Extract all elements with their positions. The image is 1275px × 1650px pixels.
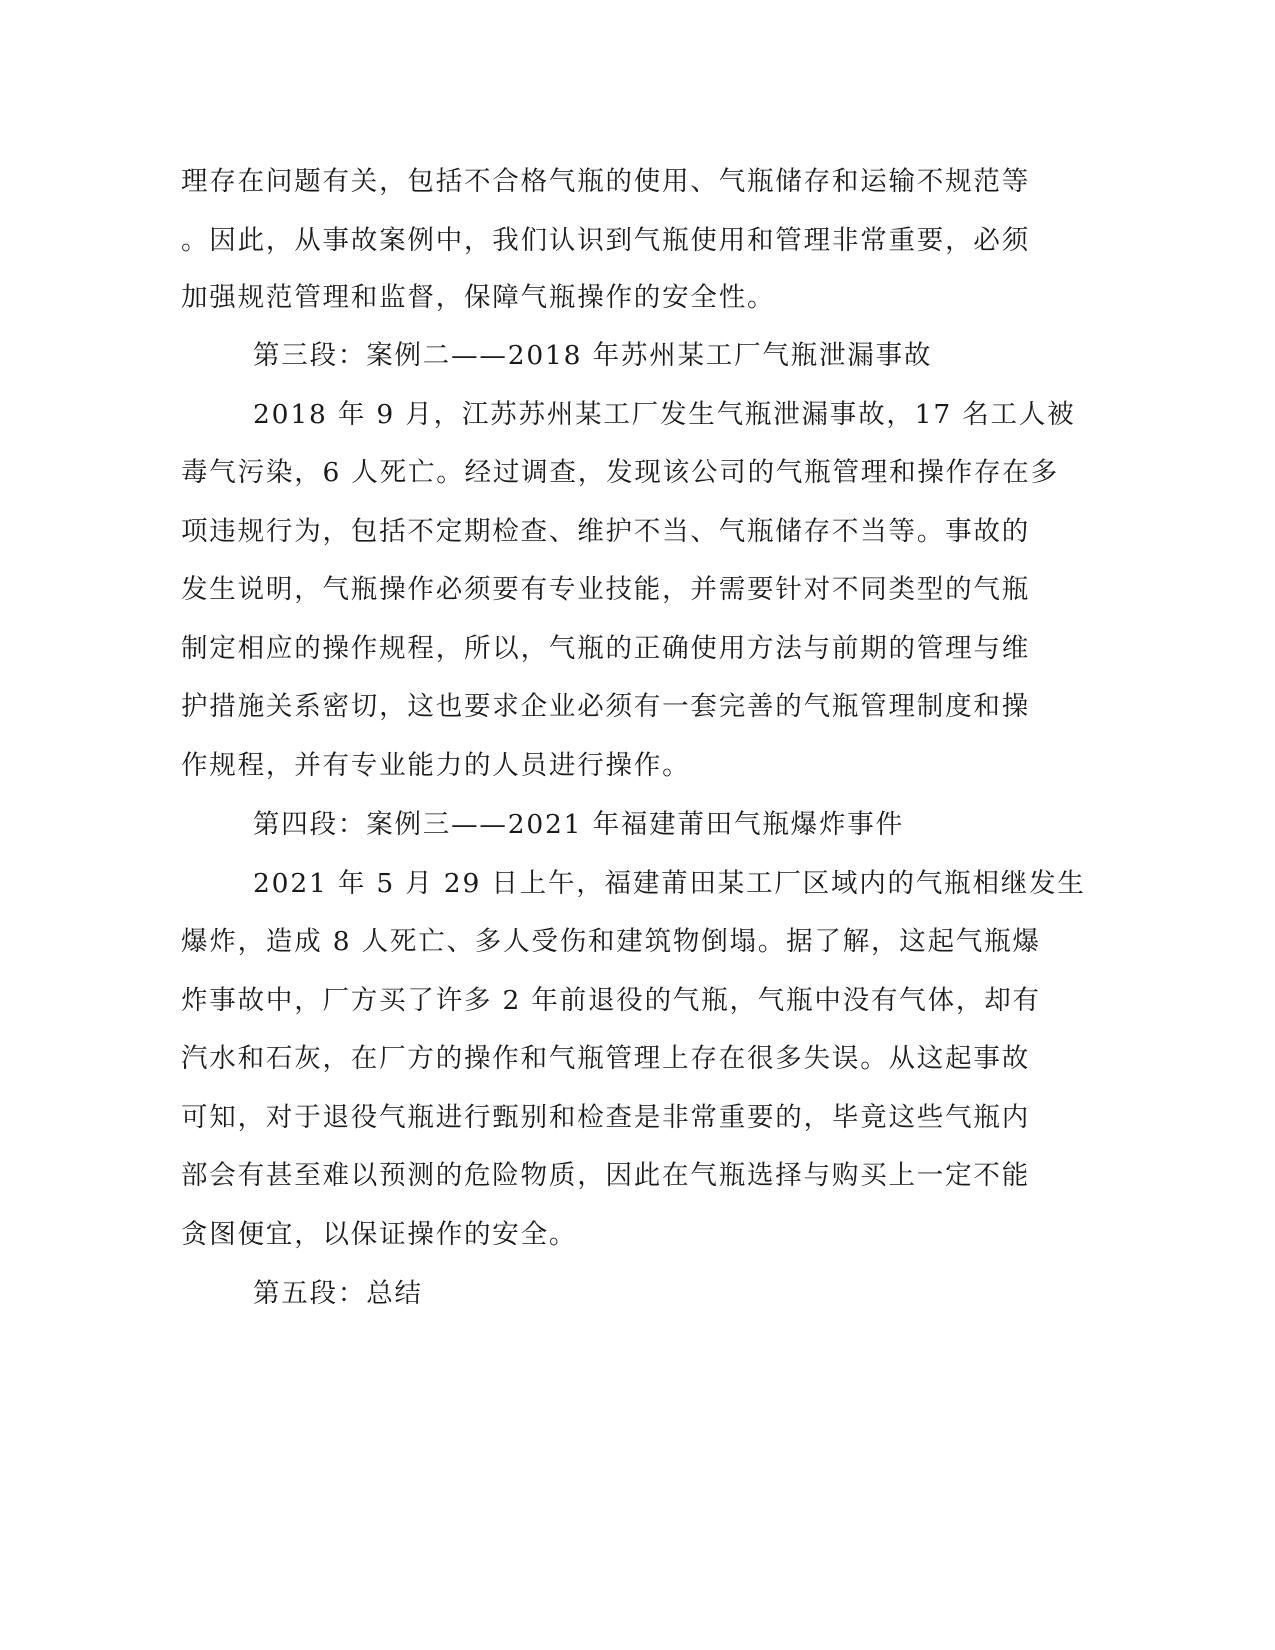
paragraph-line: 贪图便宜，以保证操作的安全。 — [181, 1219, 578, 1250]
section-heading-3: 第三段：案例二——2018 年苏州某工厂气瓶泄漏事故 — [253, 340, 933, 371]
paragraph-line: 发生说明，气瓶操作必须要有专业技能，并需要针对不同类型的气瓶 — [181, 574, 1030, 605]
paragraph-line: 2018 年 9 月，江苏苏州某工厂发生气瓶泄漏事故，17 名工人被 — [253, 399, 1076, 430]
paragraph-line: 。因此，从事故案例中，我们认识到气瓶使用和管理非常重要，必须 — [181, 225, 1030, 256]
section-heading-4: 第四段：案例三——2021 年福建莆田气瓶爆炸事件 — [253, 809, 904, 840]
paragraph-line: 制定相应的操作规程，所以，气瓶的正确使用方法与前期的管理与维 — [181, 633, 1030, 664]
paragraph-line: 炸事故中，厂方买了许多 2 年前退役的气瓶，气瓶中没有气体，却有 — [181, 985, 1041, 1016]
paragraph-line: 加强规范管理和监督，保障气瓶操作的安全性。 — [181, 282, 776, 313]
paragraph-line: 爆炸，造成 8 人死亡、多人受伤和建筑物倒塌。据了解，这起气瓶爆 — [181, 926, 1041, 957]
paragraph-line: 理存在问题有关，包括不合格气瓶的使用、气瓶储存和运输不规范等 — [181, 166, 1030, 197]
section-heading-5: 第五段：总结 — [253, 1278, 423, 1309]
paragraph-line: 毒气污染，6 人死亡。经过调查，发现该公司的气瓶管理和操作存在多 — [181, 457, 1059, 488]
paragraph-line: 护措施关系密切，这也要求企业必须有一套完善的气瓶管理制度和操 — [181, 691, 1030, 722]
paragraph-line: 项违规行为，包括不定期检查、维护不当、气瓶储存不当等。事故的 — [181, 516, 1030, 547]
paragraph-line: 可知，对于退役气瓶进行甄别和检查是非常重要的，毕竟这些气瓶内 — [181, 1102, 1030, 1133]
paragraph-line: 2021 年 5 月 29 日上午，福建莆田某工厂区域内的气瓶相继发生 — [253, 868, 1086, 899]
paragraph-line: 汽水和石灰，在厂方的操作和气瓶管理上存在很多失误。从这起事故 — [181, 1043, 1030, 1074]
paragraph-line: 作规程，并有专业能力的人员进行操作。 — [181, 750, 691, 781]
paragraph-line: 部会有甚至难以预测的危险物质，因此在气瓶选择与购买上一定不能 — [181, 1160, 1030, 1191]
